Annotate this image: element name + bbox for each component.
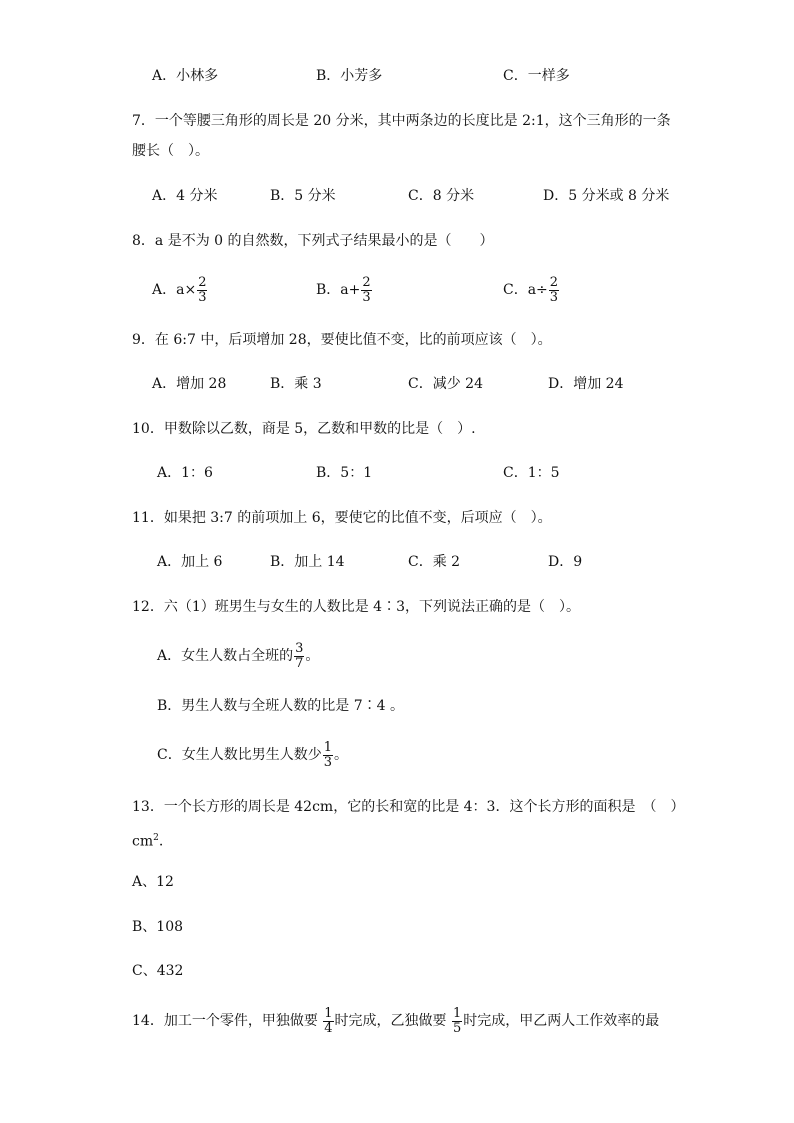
q12-option-a-label: A．女生人数占全班的 bbox=[157, 648, 294, 664]
fraction bbox=[452, 1007, 462, 1036]
q8-stem: 8．a 是不为 0 的自然数，下列式子结果最小的是（ ） bbox=[132, 233, 494, 249]
fraction-denominator: 7 bbox=[295, 655, 304, 671]
q9-option-c: C．减少 24 bbox=[408, 376, 483, 392]
q13-option-a: A、12 bbox=[132, 874, 174, 890]
q10-stem: 10．甲数除以乙数，商是 5，乙数和甲数的比是（ ）. bbox=[132, 421, 476, 437]
q9-option-a: A．增加 28 bbox=[152, 376, 227, 392]
q10-option-c: C．1：5 bbox=[503, 465, 560, 481]
q11-stem: 11．如果把 3:7 的前项加上 6，要使它的比值不变，后项应（ ）。 bbox=[132, 510, 552, 526]
q11-option-b: B．加上 14 bbox=[270, 554, 345, 570]
fraction-numerator: 1 bbox=[453, 1005, 462, 1021]
q12-option-b: B．男生人数与全班人数的比是 7∶4 。 bbox=[157, 698, 405, 714]
q13-unit-exponent: 2 bbox=[153, 833, 159, 843]
fraction-numerator: 2 bbox=[198, 274, 207, 290]
q7-option-d: D．5 分米或 8 分米 bbox=[543, 188, 670, 204]
fraction bbox=[361, 276, 371, 305]
q13-unit-end: . bbox=[158, 833, 164, 850]
q11-option-a: A．加上 6 bbox=[157, 554, 223, 570]
q12-option-a bbox=[157, 641, 319, 671]
fraction bbox=[323, 741, 333, 770]
q8-option-a-label: A．a× bbox=[152, 282, 197, 298]
q12-option-c-label: C．女生人数比男生人数少 bbox=[157, 747, 322, 763]
q8-option-b-label: B．a+ bbox=[316, 282, 361, 298]
q13-stem-line2 bbox=[132, 828, 163, 852]
fraction-denominator: 3 bbox=[198, 289, 207, 305]
q13-option-c: C、432 bbox=[132, 963, 184, 979]
fraction-numerator: 2 bbox=[549, 274, 559, 290]
q8-option-c-label: C．a÷ bbox=[503, 282, 548, 298]
q8-option-c bbox=[503, 275, 560, 305]
q10-option-a: A．1：6 bbox=[157, 465, 213, 481]
q7-option-c: C．8 分米 bbox=[408, 188, 475, 204]
q12-option-c bbox=[157, 740, 348, 770]
q6-option-c: C．一样多 bbox=[503, 68, 570, 84]
fraction bbox=[549, 276, 559, 305]
fraction bbox=[197, 276, 207, 305]
q11-option-d: D．9 bbox=[548, 554, 583, 570]
fraction-denominator: 3 bbox=[362, 289, 371, 305]
q13-unit: cm bbox=[132, 833, 154, 850]
fraction bbox=[294, 642, 304, 671]
q9-option-b: B．乘 3 bbox=[270, 376, 322, 392]
fraction-denominator: 4 bbox=[324, 1020, 333, 1036]
fraction-denominator: 5 bbox=[453, 1020, 462, 1036]
q13-stem-line1: 13．一个长方形的周长是 42cm，它的长和宽的比是 4：3．这个长方形的面积是 （ ） bbox=[132, 799, 685, 815]
fraction-numerator: 1 bbox=[323, 739, 332, 755]
q8-option-b bbox=[316, 275, 373, 305]
q12-option-a-end: 。 bbox=[305, 648, 320, 664]
q14-stem-part1: 14．加工一个零件，甲独做要 bbox=[132, 1013, 323, 1029]
fraction-numerator: 3 bbox=[295, 640, 304, 656]
q14-stem bbox=[132, 1006, 659, 1036]
q7-stem-line2: 腰长（ ）。 bbox=[132, 143, 209, 159]
q7-option-b: B．5 分米 bbox=[270, 188, 336, 204]
q12-stem: 12．六（1）班男生与女生的人数比是 4∶3，下列说法正确的是（ ）。 bbox=[132, 599, 580, 615]
q11-option-c: C．乘 2 bbox=[408, 554, 461, 570]
q7-option-a: A．4 分米 bbox=[152, 188, 218, 204]
q9-option-d: D．增加 24 bbox=[548, 376, 624, 392]
fraction-numerator: 2 bbox=[362, 274, 371, 290]
q6-option-a: A．小林多 bbox=[152, 68, 219, 84]
q14-stem-part2: 时完成，乙独做要 bbox=[334, 1013, 451, 1029]
q7-stem-line1: 7．一个等腰三角形的周长是 20 分米，其中两条边的长度比是 2:1，这个三角形的一条 bbox=[132, 113, 671, 129]
q13-option-b: B、108 bbox=[132, 919, 184, 935]
q6-option-b: B．小芳多 bbox=[316, 68, 383, 84]
q8-option-a bbox=[152, 275, 208, 305]
q12-option-c-end: 。 bbox=[334, 747, 348, 763]
q10-option-b: B．5：1 bbox=[316, 465, 373, 481]
q9-stem: 9．在 6:7 中，后项增加 28，要使比值不变，比的前项应该（ ）。 bbox=[132, 332, 552, 348]
fraction-numerator: 1 bbox=[324, 1005, 333, 1021]
fraction-denominator: 3 bbox=[323, 754, 332, 770]
fraction-denominator: 3 bbox=[549, 289, 559, 305]
q14-stem-part3: 时完成，甲乙两人工作效率的最 bbox=[463, 1013, 660, 1029]
fraction bbox=[323, 1007, 333, 1036]
